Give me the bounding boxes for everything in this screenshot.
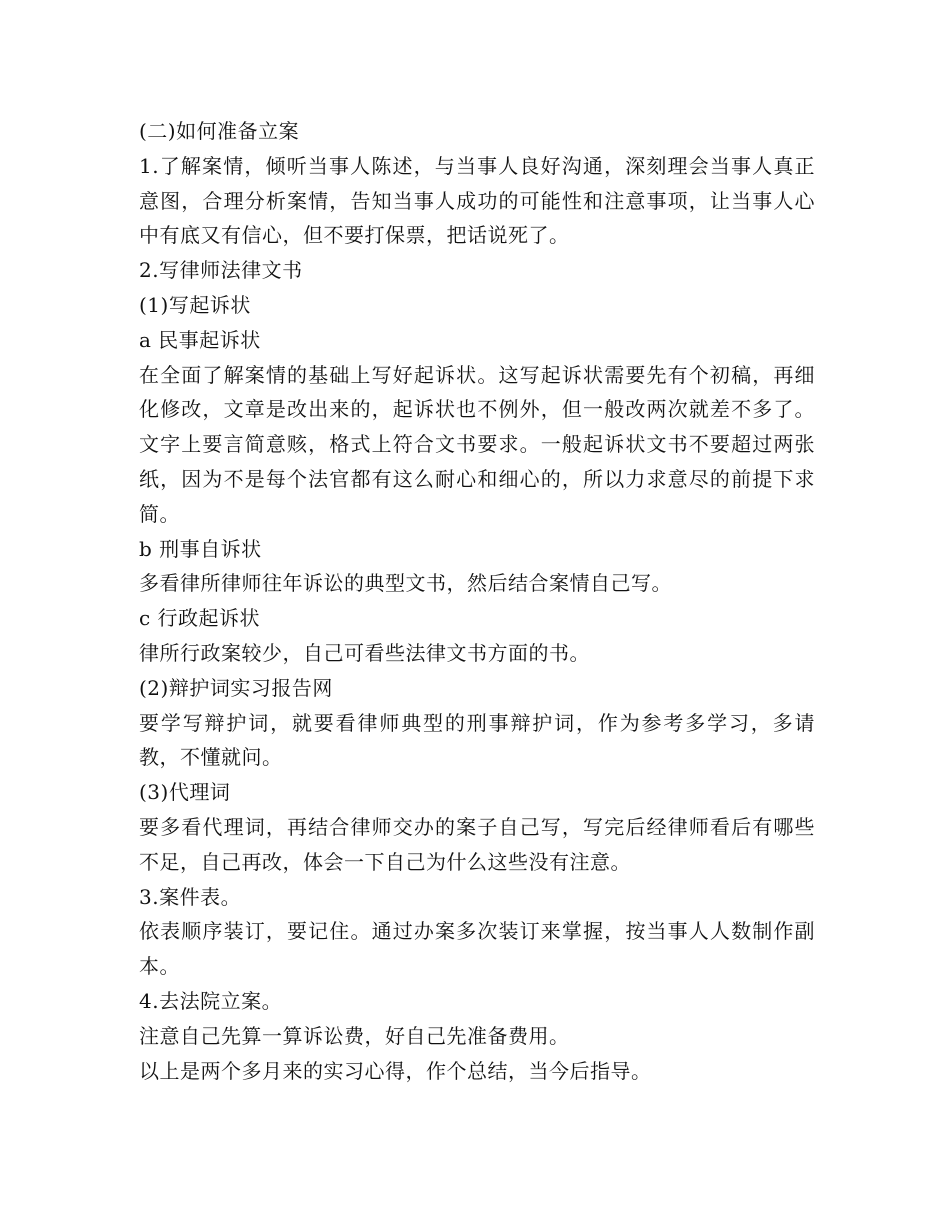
numbered-heading: 3.案件表。: [139, 884, 242, 909]
item-heading: a 民事起诉状: [139, 327, 261, 352]
sub-heading: (1)写起诉状: [139, 292, 251, 317]
paragraph: 在全面了解案情的基础上写好起诉状。这写起诉状需要先有个初稿，再细化修改，文章是改出来的，起诉状也不例外，但一般改两次就差不多了。文字上要言简意赅，格式上符合文书要求。一般起诉状文书不要超过两张纸，因为不是每个法官都有这么耐心和细心的，所以力求意尽的前提下求简。: [139, 362, 815, 526]
item-heading: b 刑事自诉状: [139, 536, 262, 561]
document-body: [139, 114, 815, 1088]
paragraph: 律所行政案较少，自己可看些法律文书方面的书。: [139, 640, 590, 665]
sub-heading: (2)辩护词实习报告网: [139, 675, 333, 700]
paragraph: 1.了解案情，倾听当事人陈述，与当事人良好沟通，深刻理会当事人真正意图，合理分析案情，告知当事人成功的可能性和注意事项，让当事人心中有底又有信心，但不要打保票，把话说死了。: [139, 153, 815, 248]
paragraph: 要多看代理词，再结合律师交办的案子自己写，写完后经律师看后有哪些不足，自己再改，体会一下自己为什么这些没有注意。: [139, 814, 815, 874]
paragraph: 以上是两个多月来的实习心得，作个总结，当今后指导。: [139, 1058, 652, 1083]
numbered-heading: 2.写律师法律文书: [139, 258, 303, 283]
paragraph: 注意自己先算一算诉讼费，好自己先准备费用。: [139, 1023, 570, 1048]
numbered-heading: 4.去法院立案。: [139, 988, 283, 1013]
paragraph: 要学写辩护词，就要看律师典型的刑事辩护词，作为参考多学习，多请教，不懂就问。: [139, 710, 815, 770]
sub-heading: (3)代理词: [139, 780, 231, 805]
paragraph: 多看律所律师往年诉讼的典型文书，然后结合案情自己写。: [139, 571, 672, 596]
paragraph: 依表顺序装订，要记住。通过办案多次装订来掌握，按当事人人数制作副本。: [139, 919, 815, 979]
section-heading: (二)如何准备立案: [139, 119, 300, 143]
item-heading: c 行政起诉状: [139, 606, 261, 631]
